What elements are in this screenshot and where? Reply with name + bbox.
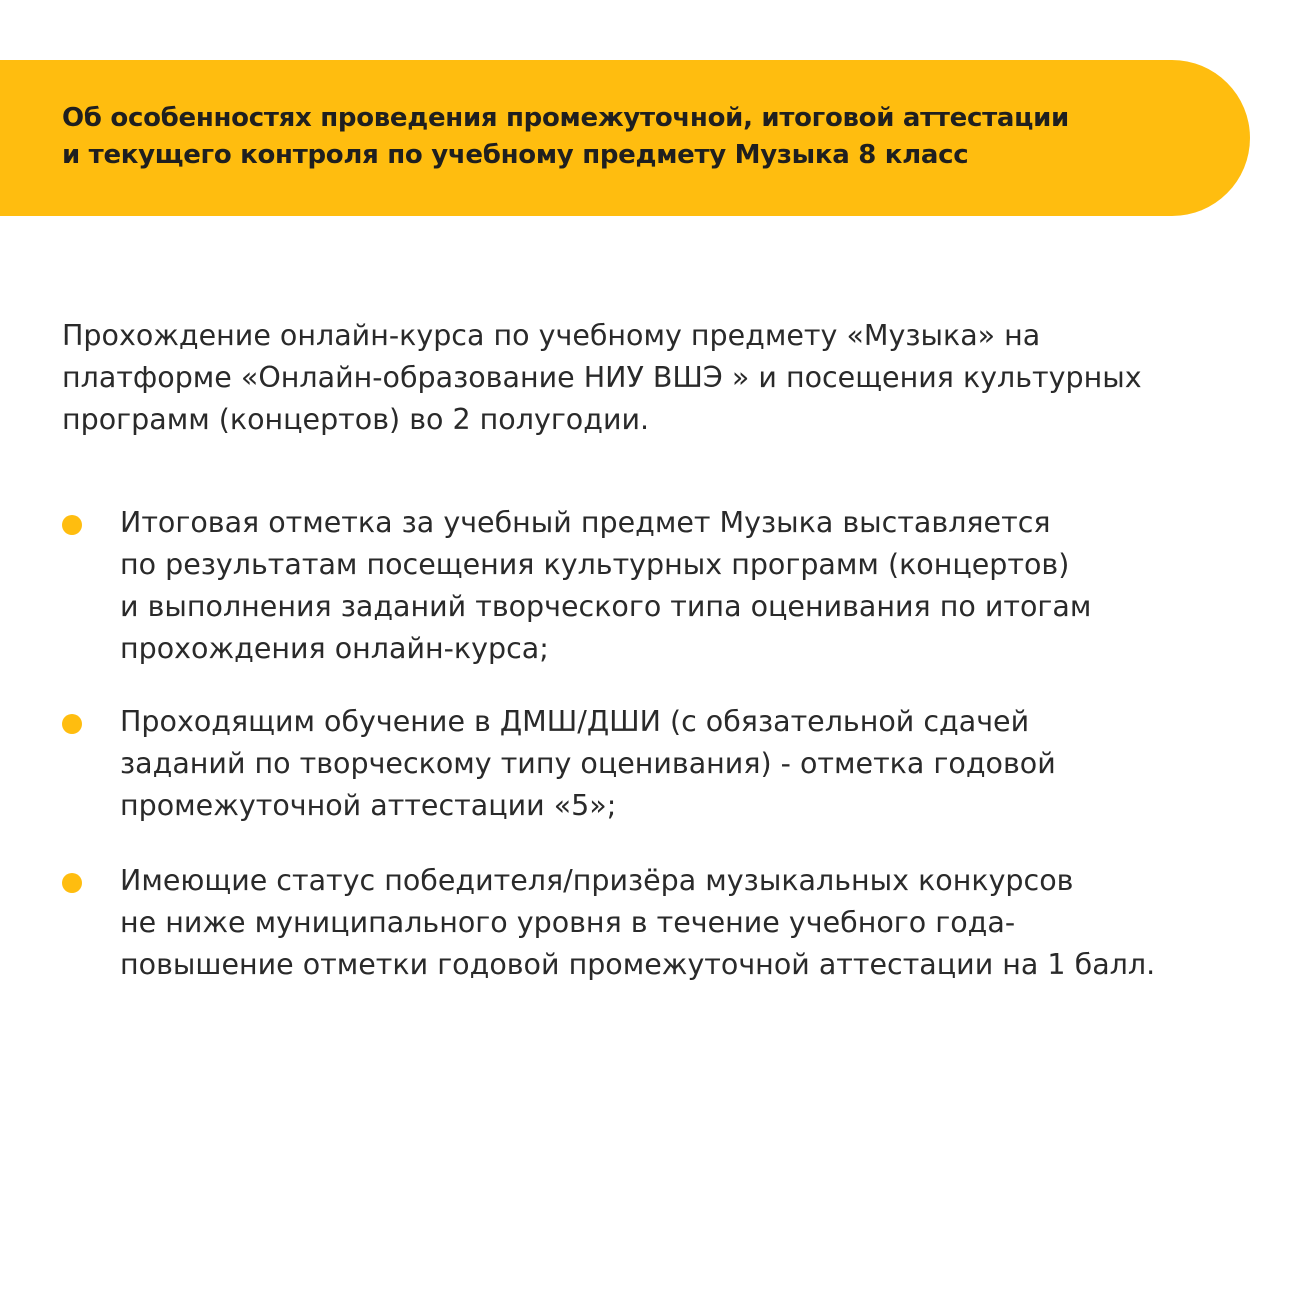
bullet-dot-icon — [62, 873, 82, 893]
bullet-dot-icon — [62, 714, 82, 734]
page-title: Об особенностях проведения промежуточной, итоговой аттестации и текущего контроля по учебному предмету Музыка 8 класс — [62, 103, 1069, 170]
intro-paragraph: Прохождение онлайн-курса по учебному предмету «Музыка» на платформе «Онлайн-образование НИУ ВШЭ » и посещения культурных программ (концертов) во 2 полугодии. — [62, 319, 1142, 436]
header-banner — [0, 60, 1250, 216]
list-item-text: Имеющие статус победителя/призёра музыкальных конкурсов не ниже муниципального уровня в течение учебного года- повышение отметки годовой промежуточной аттестации на 1 балл. — [120, 864, 1156, 981]
list-item-text: Проходящим обучение в ДМШ/ДШИ (с обязательной сдачей заданий по творческому типу оценивания) - отметка годовой промежуточной аттестации «5»; — [120, 705, 1056, 822]
list-item-text: Итоговая отметка за учебный предмет Музыка выставляется по результатам посещения культурных программ (концертов) и выполнения заданий творческого типа оценивания по итогам прохождения онлайн-курса; — [120, 506, 1092, 665]
bullet-dot-icon — [62, 515, 82, 535]
